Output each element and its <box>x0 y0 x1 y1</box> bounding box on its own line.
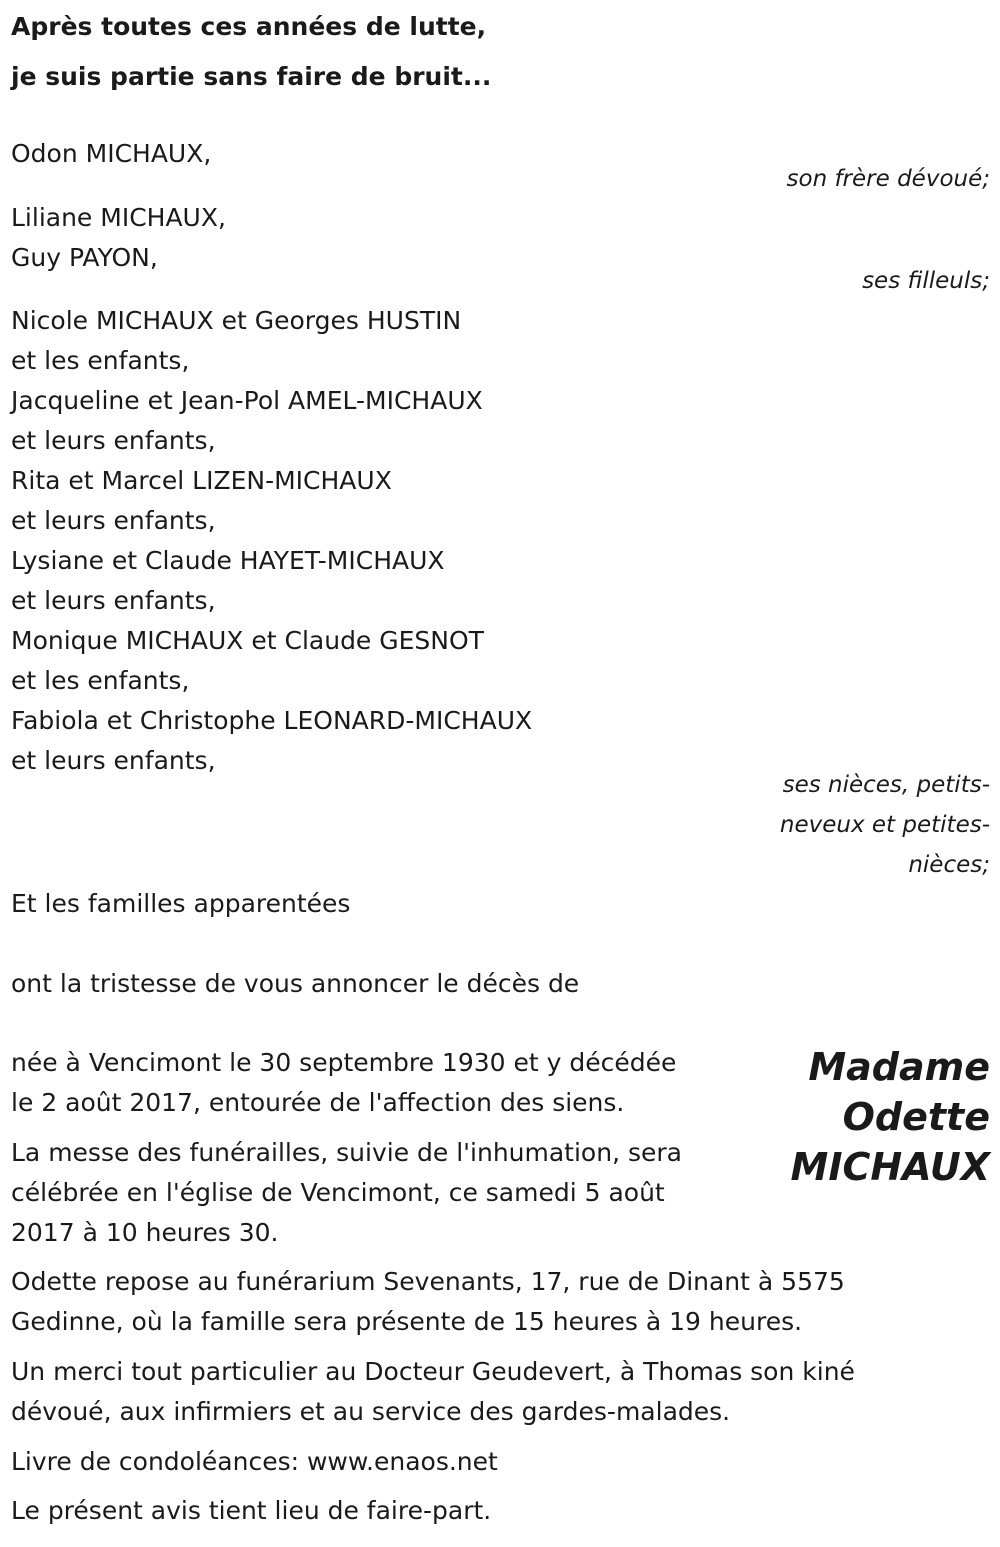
families-line: Et les familles apparentées <box>11 889 351 918</box>
deceased-first-name: Odette <box>842 1095 990 1139</box>
name-lysiane-children: et leurs enfants, <box>11 586 216 615</box>
condolences-line: Livre de condoléances: www.enaos.net <box>11 1447 498 1476</box>
funeral-line-2: célébrée en l'église de Vencimont, ce samedi 5 août <box>11 1178 665 1207</box>
announcement-line: ont la tristesse de vous annoncer le décès de <box>11 969 580 998</box>
name-fabiola-children: et leurs enfants, <box>11 746 216 775</box>
name-monique: Monique MICHAUX et Claude GESNOT <box>11 626 484 655</box>
name-odon: Odon MICHAUX, <box>11 139 212 168</box>
name-lysiane: Lysiane et Claude HAYET-MICHAUX <box>11 546 445 575</box>
name-jacqueline-children: et leurs enfants, <box>11 426 216 455</box>
intro-line-1: Après toutes ces années de lutte, <box>11 12 487 41</box>
name-fabiola: Fabiola et Christophe LEONARD-MICHAUX <box>11 706 533 735</box>
notice-line: Le présent avis tient lieu de faire-part. <box>11 1496 492 1525</box>
deceased-name <box>791 1042 991 1192</box>
name-guy: Guy PAYON, <box>11 243 158 272</box>
thanks-line-2: dévoué, aux infirmiers et au service des gardes-malades. <box>11 1397 731 1426</box>
role-nieces-line-3: nièces; <box>908 852 990 878</box>
repose-line-2: Gedinne, où la famille sera présente de 15 heures à 19 heures. <box>11 1307 803 1336</box>
deceased-title: Madame <box>808 1045 990 1089</box>
funeral-line-1: La messe des funérailles, suivie de l'inhumation, sera <box>11 1138 682 1167</box>
name-rita: Rita et Marcel LIZEN-MICHAUX <box>11 466 392 495</box>
repose-line-1: Odette repose au funérarium Sevenants, 17, rue de Dinant à 5575 <box>11 1267 845 1296</box>
name-rita-children: et leurs enfants, <box>11 506 216 535</box>
name-liliane: Liliane MICHAUX, <box>11 203 226 232</box>
deceased-last-name: MICHAUX <box>790 1145 990 1189</box>
role-nieces-line-2: neveux et petites- <box>779 812 990 838</box>
name-jacqueline: Jacqueline et Jean-Pol AMEL-MICHAUX <box>11 386 483 415</box>
funeral-line-3: 2017 à 10 heures 30. <box>11 1218 279 1247</box>
role-brother: son frère dévoué; <box>786 166 990 192</box>
name-nicole: Nicole MICHAUX et Georges HUSTIN <box>11 306 462 335</box>
name-monique-children: et les enfants, <box>11 666 190 695</box>
name-nicole-children: et les enfants, <box>11 346 190 375</box>
birth-line-1: née à Vencimont le 30 septembre 1930 et y décédée <box>11 1048 677 1077</box>
birth-line-2: le 2 août 2017, entourée de l'affection des siens. <box>11 1088 625 1117</box>
intro-line-2: je suis partie sans faire de bruit... <box>11 62 492 91</box>
thanks-line-1: Un merci tout particulier au Docteur Geudevert, à Thomas son kiné <box>11 1357 855 1386</box>
role-godchildren: ses filleuls; <box>862 268 990 294</box>
role-nieces-line-1: ses nièces, petits- <box>782 772 990 798</box>
